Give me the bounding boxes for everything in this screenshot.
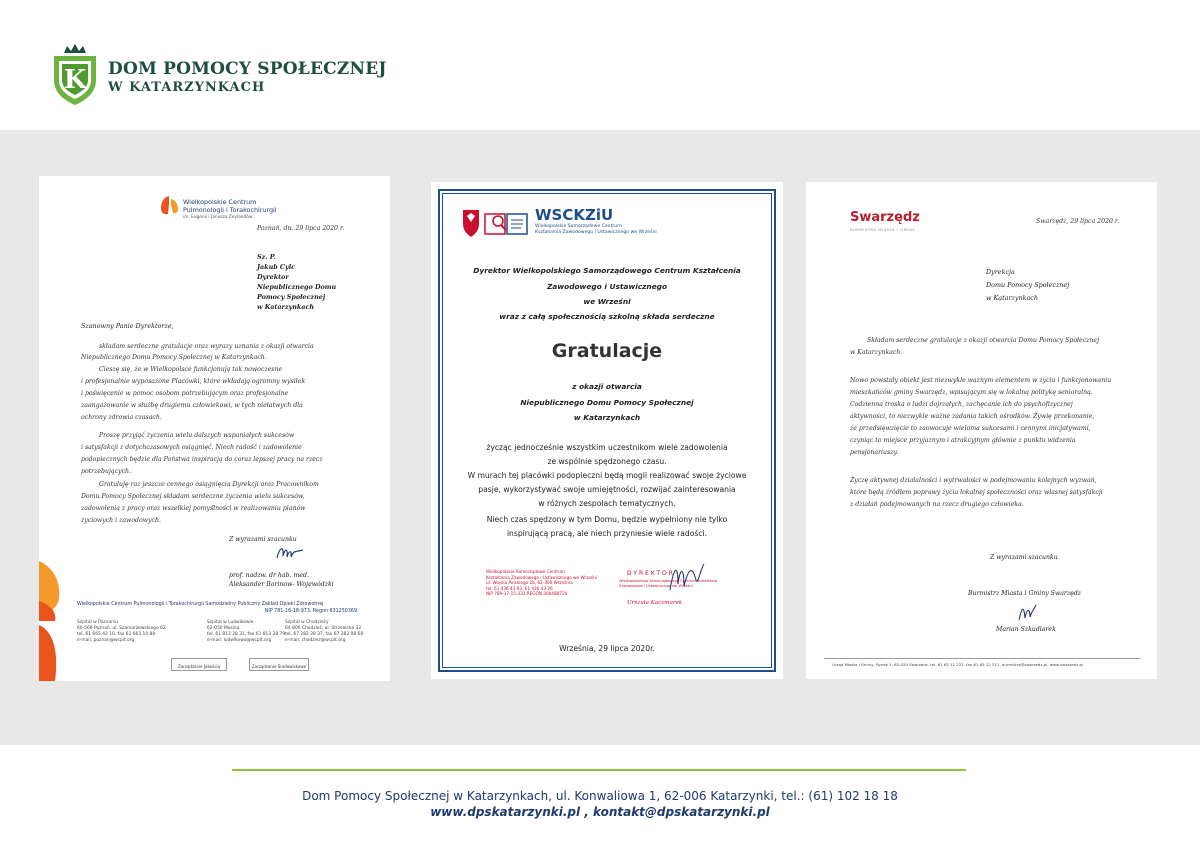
address-line: 64-800 Chodzież, ul. Strzelecka 32 <box>285 626 362 631</box>
footer-divider <box>232 769 966 771</box>
recipient-line: w Katarzynkach <box>257 303 314 311</box>
crown-shield-k-logo[interactable] <box>50 44 100 106</box>
certificate-wsckziu[interactable] <box>431 182 783 679</box>
closing: Z wyrazami szacunku <box>229 536 297 543</box>
letter-body-line: Domu Pomocy Społecznej składam serdeczne życzenia wielu sukcesów, <box>81 493 305 500</box>
brand-name-line1: DOM POMOCY SPOŁECZNEJ <box>108 59 387 79</box>
stamp-line: tel. 61 436 43 93, 61 436 43 26 <box>486 585 553 591</box>
occasion-line: Niepublicznego Domu Pomocy Społecznej <box>520 398 694 407</box>
address-line: tel. 61 813 28 31, fax 61 813 28 79 <box>207 632 286 637</box>
signer-title: prof. nadzw. dr hab. med. <box>229 572 309 579</box>
signer-name: Marian Szkudlarek <box>996 626 1056 633</box>
wcpit-name-line3: im. Eugenii i Janusza Zeylandów <box>183 215 253 220</box>
school-stamp <box>486 569 597 597</box>
address-line: tel. 67 282 28 37, fax 67 282 08 68 <box>285 632 364 637</box>
handwritten-signature <box>275 544 305 564</box>
letter-body-line: i profesjonalnie wyposażone Placówki, które wkładają ogromny wysiłek <box>81 378 306 385</box>
letter-swarzedz[interactable] <box>806 182 1157 679</box>
wsckziu-logo-subtitle: Kształcenia Zawodowego i Ustawicznego we Wrześni <box>535 230 657 235</box>
letter-body-line: Gratuluję raz jeszcze cennego osiągnięcia Dyrekcji oraz Pracownikom <box>99 481 319 488</box>
letter-body-line: podopiecznych będzie dla Państwa inspiracją do coraz lepszej pracy na rzecz <box>81 456 323 463</box>
occasion-line: z okazji otwarcia <box>572 382 642 391</box>
address-line: tel. 61 665 43 10, fax 61 663 10 88 <box>77 632 156 637</box>
stamp-line: Wielkopolskiego Samorządowego Centrum Kształcenia <box>619 579 718 583</box>
recipient-line: Pomocy Społecznej <box>257 293 326 301</box>
letter-date: Poznań, dn. 29 lipca 2020 r. <box>257 225 345 232</box>
footer-nip: NIP 781-16-18-973, Regon 631250369 <box>264 609 357 614</box>
letter-body-line: Proszę przyjąć życzenia wielu dalszych wspaniałych sukcesów <box>99 432 295 439</box>
letter-body-line: Codzienna troska o ludzi dojrzałych, zachęcanie ich do psychofizycznej <box>850 401 1073 408</box>
salutation: Szanowny Panie Dyrektorze, <box>81 322 174 330</box>
swarzedz-logo-text: Swarzędz <box>850 210 920 225</box>
stamp-line: ul. Wojska Polskiego 2b, 62-300 Września <box>486 580 573 586</box>
letter-body-line: aktywności, to niezwykle ważne zadania takich ośrodków. Żywię przekonanie, <box>850 413 1095 420</box>
body-line: życząc jednocześnie wszystkim uczestnikom wiele zadowolenia <box>486 443 728 452</box>
letter-body-line: Składam serdeczne gratulacje z okazji otwarcia Domu Pomocy Społecznej <box>867 337 1099 344</box>
stamp-line: NIP 789-17-15-333 REGON 300488720 <box>486 591 568 597</box>
intro-line: Dyrektor Wielkopolskiego Samorządowego Centrum Kształcenia <box>473 266 741 275</box>
letter-date: Swarzędz, 29 lipca 2020 r. <box>1036 218 1120 225</box>
intro-line: wraz z całą społecznością szkolną składa serdeczne <box>499 312 715 321</box>
address-line: Szpital w Chodzieży <box>285 620 329 625</box>
body-line: W murach tej placówki podopieczni będą mogli realizować swoje życiowe <box>467 471 747 480</box>
letter-body-line: że przedsięwzięcie to zaowocuje wieloma sukcesami i cennymi inicjatywami, <box>850 425 1091 432</box>
letter-body-line: i satysfakcji z dotychczasowych osiągnięć. Niech radość i zadowolenie <box>81 444 302 451</box>
wsckziu-logo-text: WSCKZiU <box>535 206 614 224</box>
recipient-line: Jakub Cylc <box>257 263 296 271</box>
address-block-poznan <box>77 620 166 644</box>
closing: Z wyrazami szacunku <box>990 554 1058 561</box>
handwritten-signature <box>1016 602 1038 624</box>
cert-badge-quality <box>171 658 227 671</box>
wcpit-name-line1: Wielkopolskie Centrum <box>183 198 257 206</box>
handwritten-signature <box>666 560 706 596</box>
letter-body-line: Życzę aktywnej działalności i wytrwałości w podejmowaniu kolejnych wyzwań, <box>850 477 1097 484</box>
letter-body-line: które będą źródłem poprawy życia lokalnej społeczności oraz własnej satysfakcji <box>850 489 1103 496</box>
cert-label: Zarządzanie Jakością <box>178 664 220 669</box>
cert-badge-environment <box>249 658 309 671</box>
letter-body-line: i poświęcenie w pomoc osobom potrzebującym oraz profesjonalne <box>81 390 289 397</box>
letter-body-line: potrzebujących. <box>81 468 131 475</box>
address-line: Szpital w Ludwikowie <box>207 620 254 625</box>
letter-body-line: pensjonariuszy. <box>850 449 899 456</box>
address-block-ludwikowo <box>207 620 285 644</box>
letter-body-line: zaangażowanie w służbę drugiemu człowiekowi, w tych niełatwych dla <box>81 402 303 409</box>
letter-body-line: składam serdeczne gratulacje oraz wyrazy uznania z okazji otwarcia <box>99 343 314 350</box>
director-stamp-title: DYREKTOR <box>627 570 675 577</box>
footer-address: Dom Pomocy Społecznej w Katarzynkach, ul. Konwaliowa 1, 62-006 Katarzynki, tel.: (61) 102 18 18 <box>302 789 898 803</box>
brand-name-line2: W KATARZYNKACH <box>108 80 266 95</box>
address-line: e-mail: ludwikowo@wcpit.org <box>207 638 272 643</box>
page-header <box>0 0 1200 130</box>
letter-body-line: Nowo powstały obiekt jest niezwykle ważnym elementem w życiu i funkcjonowaniu <box>850 377 1112 384</box>
letter-body-line: w Katarzynkach. <box>850 349 903 356</box>
footer-divider <box>824 658 1140 659</box>
recipient-line: Dyrektor <box>257 273 289 281</box>
wsckziu-logo-subtitle: Wielkopolskie Samorządowe Centrum <box>535 224 622 229</box>
certificate-title: Gratulacje <box>551 340 663 362</box>
footer-address: Urząd Miasta i Gminy, Rynek 1, 62-020 Swarzędz, tel. 61 65 12 222, fax 61 65 12 211, burmistrz@swarzedz.pl, www.swarzedz.pl <box>832 662 1084 667</box>
address-block-chodziez <box>285 620 363 644</box>
director-name: Urszula Kaczmarek <box>627 600 683 606</box>
body-line: pasje, wykorzystywać swoje umiejętności, rozwijać zainteresowania <box>478 485 736 494</box>
recipient-line: Sz. P. <box>257 253 276 261</box>
letter-body-line: z działań podejmowanych na rzecz drugiego człowieka. <box>850 501 1024 508</box>
recipient-line: Domu Pomocy Społecznej <box>986 281 1070 289</box>
recipient-line: Niepublicznego Domu <box>257 283 337 291</box>
letter-body-line: życiowych i zawodowych. <box>81 517 161 524</box>
recipient-line: w Katarzynkach <box>986 294 1038 302</box>
occasion-line: w Katarzynkach <box>573 413 641 422</box>
letter-body-line: czyniąc to miejsce przyjaznym i atrakcyjnym głównie z punktu widzenia <box>850 437 1076 444</box>
footer-title: Wielkopolskie Centrum Pulmonologii i Torakochirurgii Samodzielny Publiczny Zakład Opieki Zdrowotnej <box>77 602 324 607</box>
stamp-line: Zawodowego i Ustawicznego we Wrześni <box>619 583 693 588</box>
address-line: e-mail: poznan@wcpit.org <box>77 638 135 643</box>
wsckziu-crest-book-logo <box>461 208 533 238</box>
address-line: 60-569 Poznań, ul. Szamarzewskiego 62 <box>77 626 166 631</box>
letter-body-line: mieszkańców gminy Swarzędz, wpisującym się w lokalną politykę senioralną. <box>850 389 1093 396</box>
letter-body-line: ochrony zdrowia czasach. <box>81 414 162 421</box>
letter-body-line: zadowolenia z pracy oraz wszelkiej pomyślności w realizowaniu planów <box>81 505 306 512</box>
address-line: 62-050 Mosina <box>207 626 240 631</box>
address-line: e-mail: chodziez@wcpit.org <box>285 638 346 643</box>
cert-label: Zarządzanie Środowiskowe <box>251 664 307 669</box>
decorative-orange-shape <box>39 561 63 681</box>
stamp-line: Wielkopolskie Samorządowe Centrum <box>486 569 566 574</box>
certificate-date: Września, 29 lipca 2020r. <box>559 644 655 653</box>
letter-body-line: Niepublicznego Domu Pomocy Społecznej w Katarzynkach. <box>81 354 267 361</box>
footer-contact-links[interactable]: www.dpskatarzynki.pl , kontakt@dpskatarzynki.pl <box>430 805 770 819</box>
intro-line: we Wrześni <box>583 297 631 306</box>
letter-body-line: Cieszę się, że w Wielkopolsce funkcjonują tak nowoczesne <box>99 366 283 373</box>
address-line: Szpital w Poznaniu <box>77 620 118 625</box>
signer-name: Aleksander Barinow- Wojewódzki <box>229 581 334 588</box>
swarzedz-logo-subtitle: BURMISTRZ MIASTA I GMINY <box>850 228 916 232</box>
wcpit-name-line2: Pulmonologii i Torakochirurgii <box>183 206 277 214</box>
recipient-line: Dyrekcja <box>986 268 1015 276</box>
wcpit-lungs-logo <box>160 194 180 216</box>
body-line: w różnych zespołach tematycznych. <box>538 499 676 508</box>
letter-wcpit[interactable] <box>39 176 390 681</box>
body-line: ze wspólnie spędzonego czasu. <box>547 457 667 466</box>
signer-title: Burmistrz Miasta i Gminy Swarzędz <box>968 590 1082 597</box>
logo-letter: K <box>63 65 87 95</box>
intro-line: Zawodowego i Ustawicznego <box>546 282 668 291</box>
body-line: Niech czas spędzony w tym Domu, będzie wypełniony nie tylko <box>486 515 728 524</box>
body-line: inspirującą pracą, ale niech przyniesie wiele radości. <box>506 529 708 538</box>
stamp-line: Kształcenia Zawodowego i Ustawicznego we Wrześni <box>486 574 597 580</box>
